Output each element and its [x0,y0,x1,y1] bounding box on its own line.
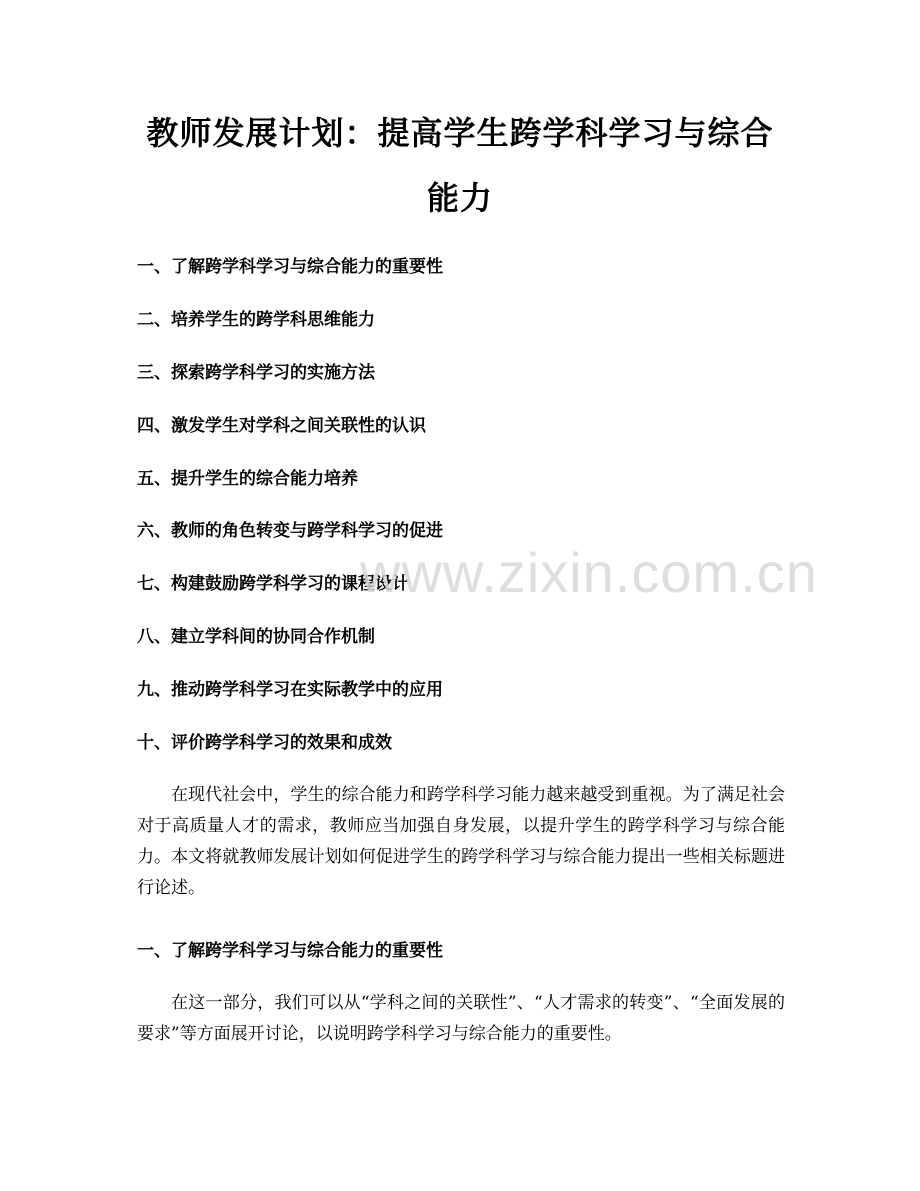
toc-item: 二、培养学生的跨学科思维能力 [137,309,375,330]
section-1-heading: 一、了解跨学科学习与综合能力的重要性 [137,941,443,961]
toc-item: 九、推动跨学科学习在实际教学中的应用 [137,680,443,701]
toc-item: 一、了解跨学科学习与综合能力的重要性 [137,257,443,277]
toc-item: 三、探索跨学科学习的实施方法 [137,362,375,383]
toc-item: 十、评价跨学科学习的效果和成效 [137,733,392,754]
toc-item: 五、提升学生的综合能力培养 [137,468,358,489]
toc-item: 八、建立学科间的协同合作机制 [137,627,375,648]
toc-item: 六、教师的角色转变与跨学科学习的促进 [137,521,443,542]
watermark-text: www.zixin.com.cn [360,541,818,604]
toc-item: 七、构建鼓励跨学科学习的课程设计 [137,574,409,595]
section-1-paragraph: 在这一部分，我们可以从“学科之间的关联性”、“人才需求的转变”、“全面发展的要求”等方面展开讨论，以说明跨学科学习与综合能力的重要性。 [137,993,785,1044]
document-title-line-1: 教师发展计划：提高学生跨学科学习与综合 [146,114,774,152]
table-of-contents [137,253,443,782]
intro-paragraph: 在现代社会中，学生的综合能力和跨学科学习能力越来越受到重视。为了满足社会对于高质量人才的需求，教师应当加强自身发展，以提升学生的跨学科学习与综合能力。本文将就教师发展计划如何促进学生的跨学科学习与综合能力提出一些相关标题进行论述。 [137,785,785,898]
document-title-line-2: 能力 [426,179,493,217]
toc-item: 四、激发学生对学科之间关联性的认识 [137,415,426,436]
